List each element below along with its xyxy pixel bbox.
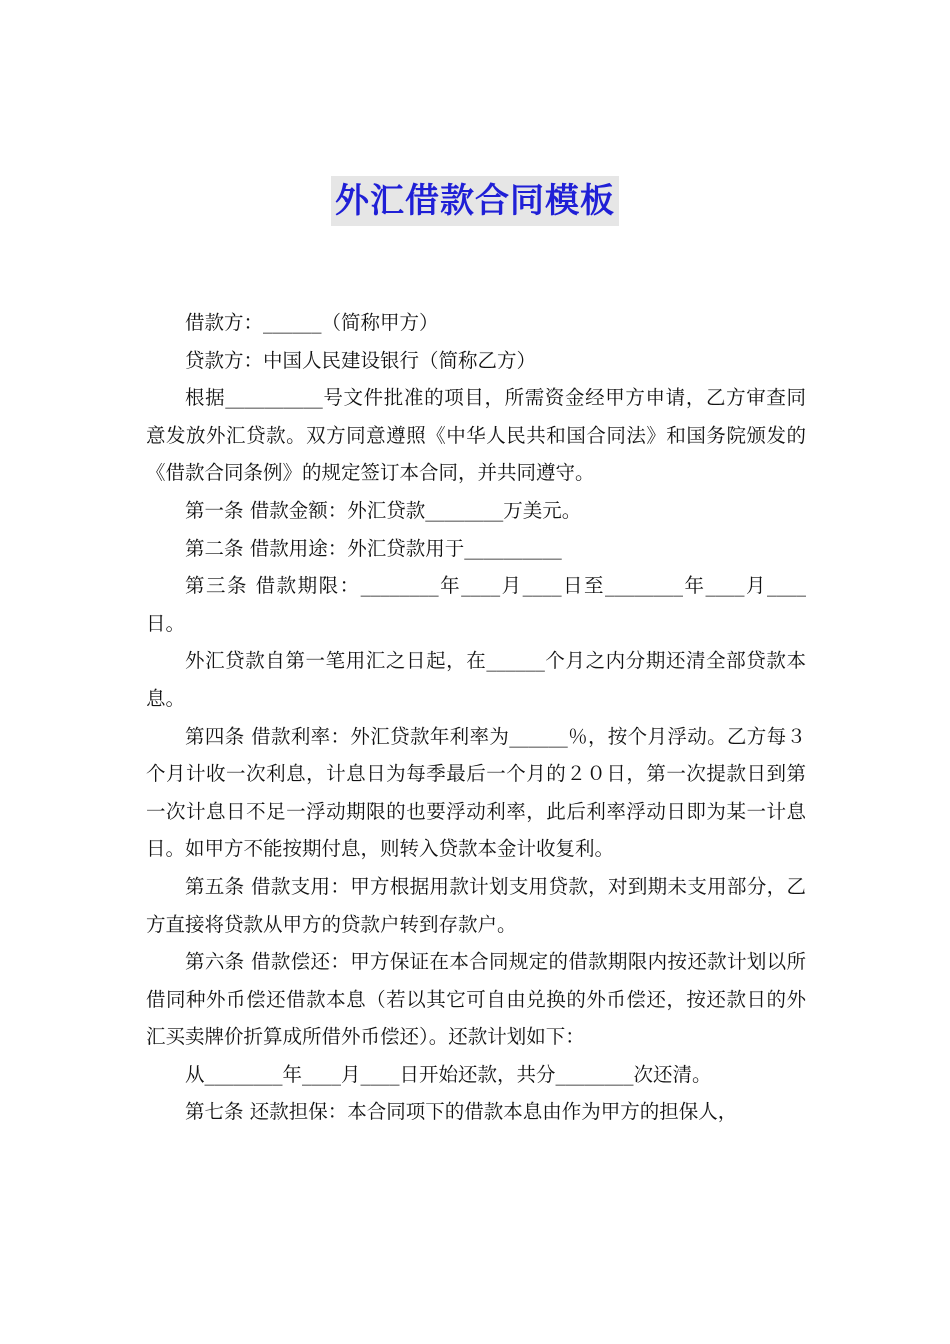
paragraph-lender: 贷款方：中国人民建设银行（简称乙方） <box>185 348 537 372</box>
paragraph-article-1: 第一条 借款金额：外汇贷款________万美元。 <box>185 498 582 522</box>
title-container <box>0 176 950 226</box>
paragraph-borrower: 借款方：______（简称甲方） <box>185 311 439 334</box>
paragraph-article-3: 第三条 借款期限：________年____月____日至________年____月____日。 <box>146 574 806 635</box>
paragraph-basis: 根据__________号文件批准的项目，所需资金经甲方申请，乙方审查同意发放外汇贷款。双方同意遵照《中华人民共和国合同法》和国务院颁发的《借款合同条例》的规定签订本合同，并共同遵守。 <box>146 386 806 485</box>
paragraph-article-5: 第五条 借款支用：甲方根据用款计划支用贷款，对到期未支用部分，乙方直接将贷款从甲方的贷款户转到存款户。 <box>146 874 806 936</box>
paragraph-article-4: 第四条 借款利率：外汇贷款年利率为______％，按个月浮动。乙方每３个月计收一次利息，计息日为每季最后一个月的２０日，第一次提款日到第一次计息日不足一浮动期限的也要浮动利率，此后利率浮动日即为某一计息日。如甲方不能按期付息，则转入贷款本金计收复利。 <box>146 724 806 861</box>
document-title: 外汇借款合同模板 <box>331 176 619 226</box>
paragraph-repayment-plan: 从________年____月____日开始还款，共分________次还清。 <box>185 1062 712 1086</box>
paragraph-repayment-period: 外汇贷款自第一笔用汇之日起，在______个月之内分期还清全部贷款本息。 <box>146 649 806 710</box>
paragraph-article-2: 第二条 借款用途：外汇贷款用于__________ <box>185 536 562 560</box>
paragraph-article-6: 第六条 借款偿还：甲方保证在本合同规定的借款期限内按还款计划以所借同种外币偿还借款本息（若以其它可自由兑换的外币偿还，按还款日的外汇买卖牌价折算成所借外币偿还）。还款计划如下： <box>146 950 806 1049</box>
paragraph-article-7: 第七条 还款担保：本合同项下的借款本息由作为甲方的担保人， <box>185 1100 738 1124</box>
document-body <box>146 304 806 1131</box>
